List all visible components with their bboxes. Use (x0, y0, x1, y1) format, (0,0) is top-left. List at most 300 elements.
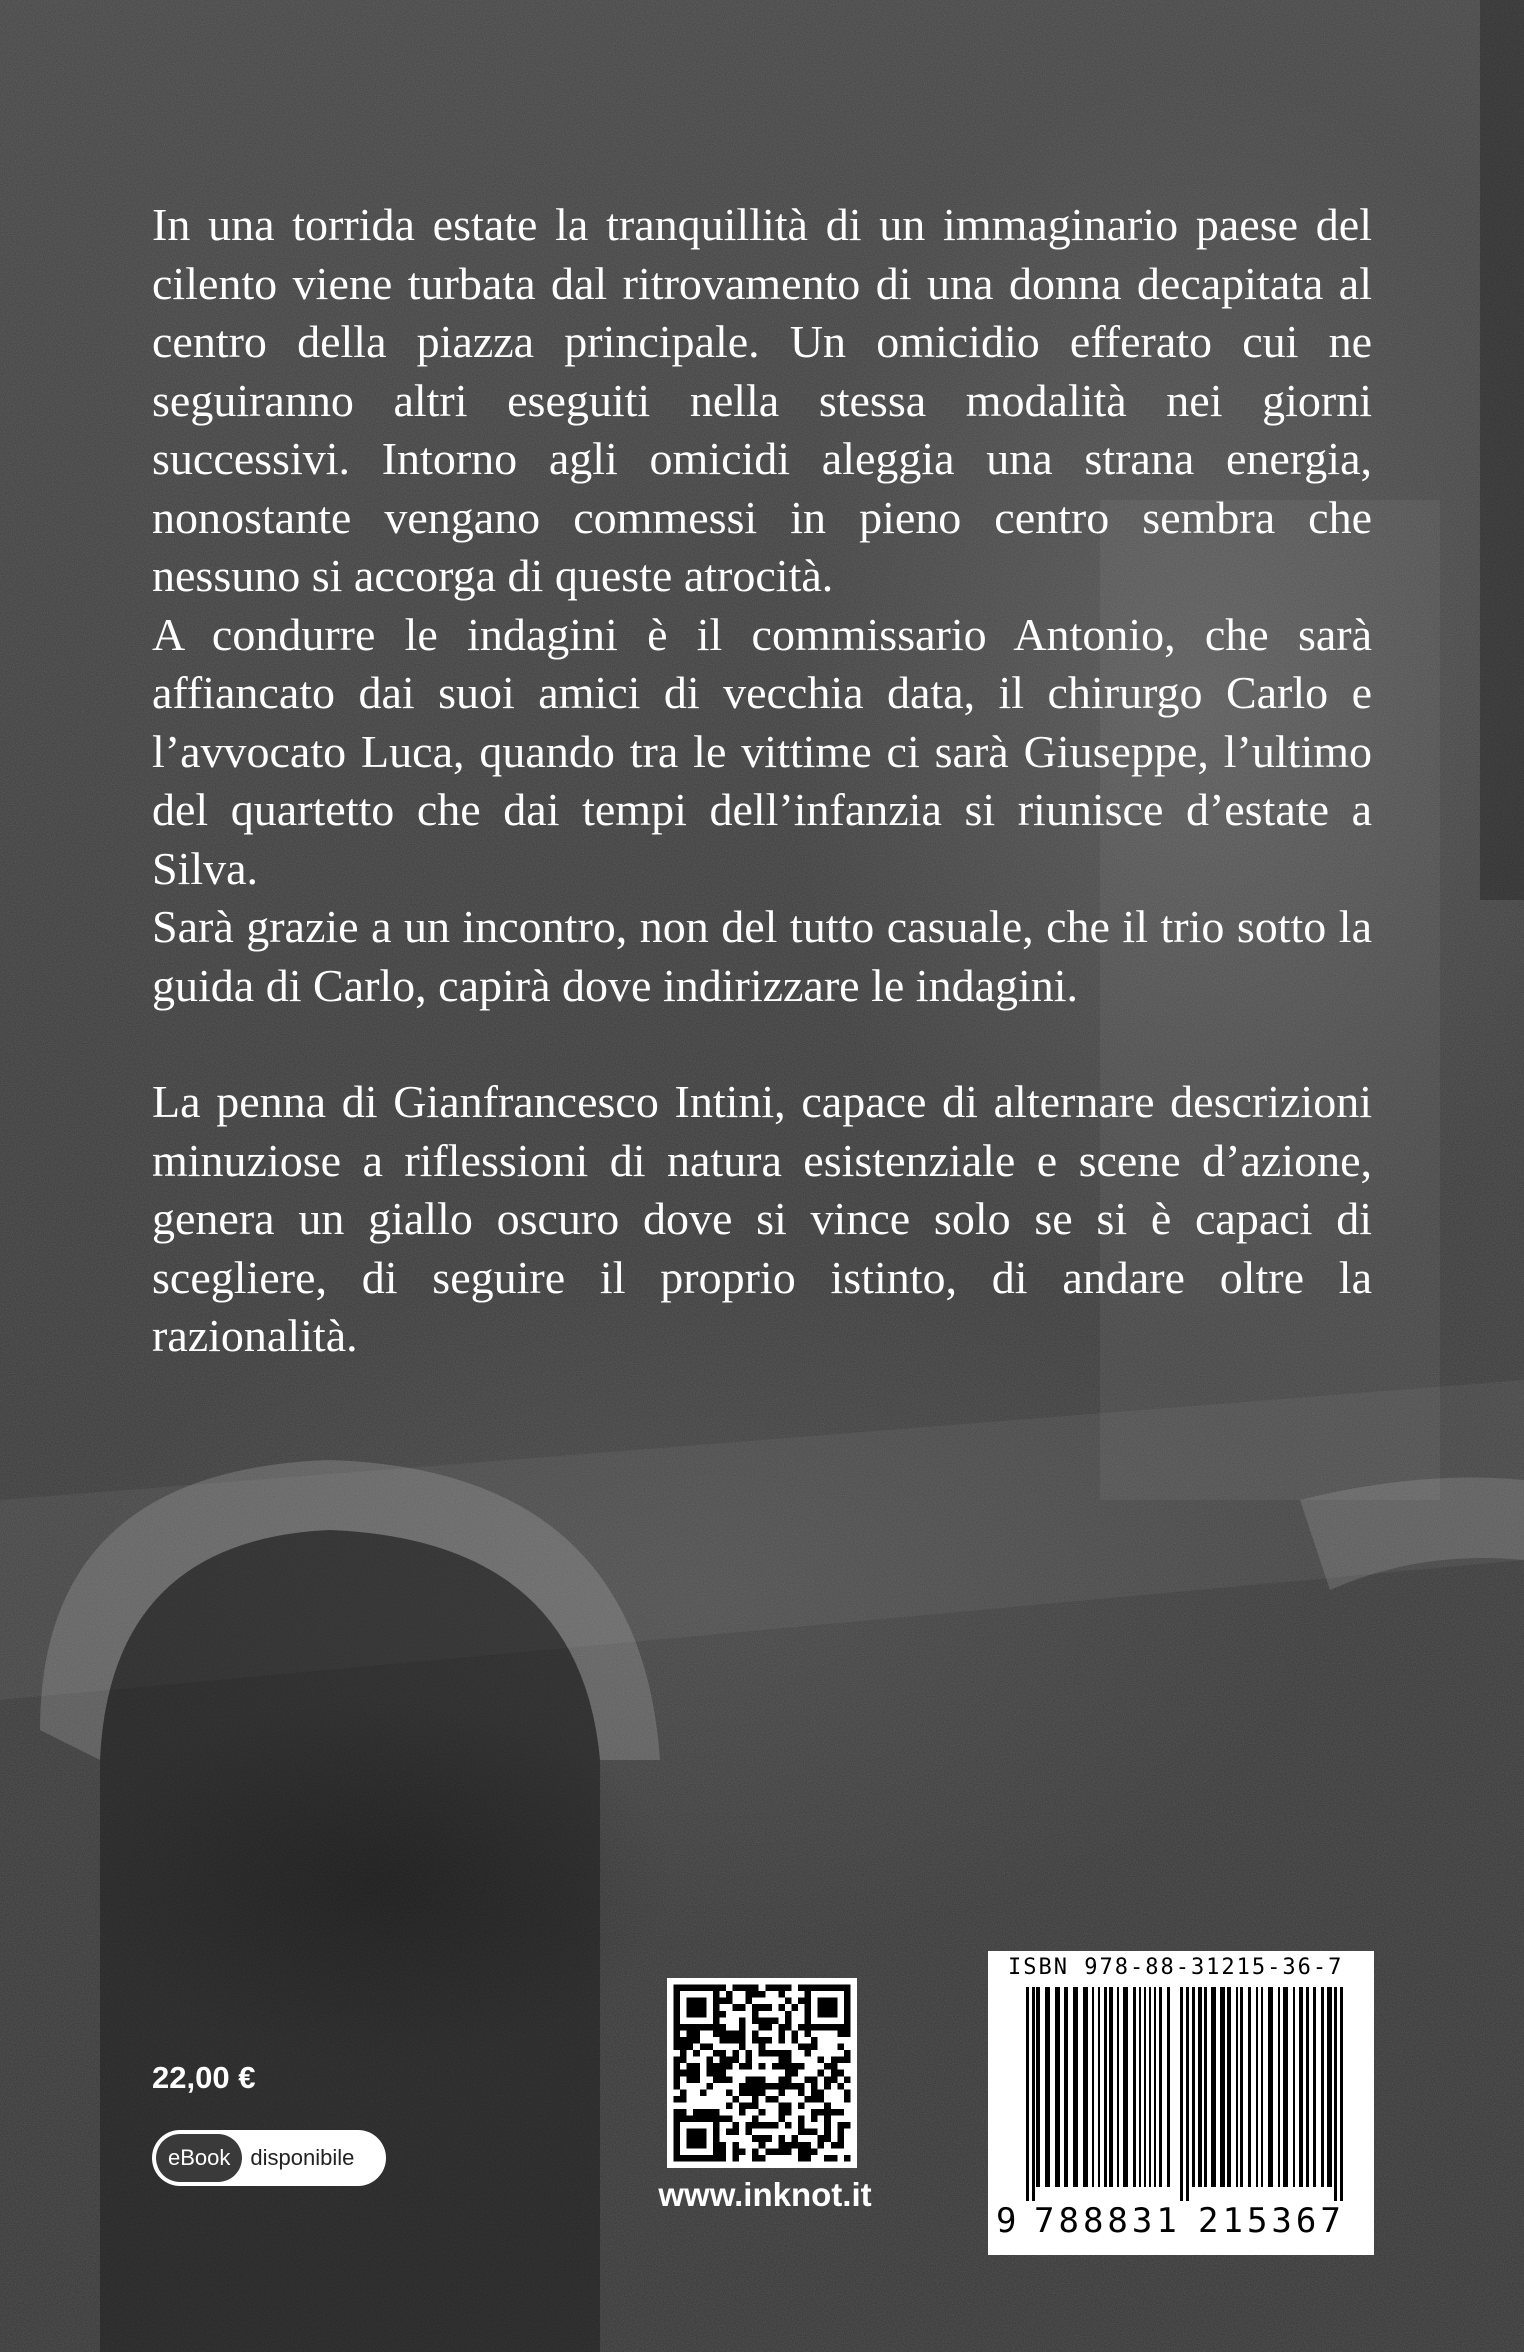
qr-module (831, 2063, 838, 2070)
qr-module (778, 2083, 785, 2090)
qr-module (818, 2135, 825, 2142)
qr-module (752, 2089, 759, 2096)
qr-module (726, 2116, 733, 2123)
barcode-bar (1186, 1987, 1189, 2201)
qr-module (844, 2122, 851, 2129)
qr-module (739, 2037, 746, 2044)
qr-module (752, 2116, 759, 2123)
qr-module (719, 1998, 726, 2005)
qr-module (680, 2044, 687, 2051)
barcode-bar (1032, 1987, 1035, 2201)
price-label: 22,00 € (152, 2060, 256, 2095)
qr-module (778, 2037, 785, 2044)
qr-module (719, 2148, 726, 2155)
barcode-bar (1261, 1987, 1263, 2187)
qr-module (759, 2017, 766, 2024)
qr-module (726, 2089, 733, 2096)
barcode-bar (1340, 1987, 1343, 2201)
qr-module (733, 2129, 740, 2136)
synopsis-paragraph-2: A condurre le indagini è il commissario Antonio, che sarà affiancato dai suoi amici di vecchia data, il chirurgo Carlo e l’avvocato Luca, quando tra le vittime ci sarà Giuseppe, l’ultimo del quartetto che dai tempi dell’infanzia si riunisce d’estate a Silva. (152, 608, 1372, 894)
qr-module (680, 2070, 687, 2077)
qr-module (739, 2102, 746, 2109)
qr-module (844, 2030, 851, 2037)
qr-module (765, 2135, 772, 2142)
qr-module (733, 2096, 740, 2103)
qr-module (791, 2070, 798, 2077)
qr-module (798, 2142, 805, 2149)
qr-module (706, 2057, 713, 2064)
website-url: www.inknot.it (658, 2176, 872, 2213)
qr-module (687, 2030, 694, 2037)
qr-module (785, 2024, 792, 2031)
qr-module (746, 2050, 753, 2057)
isbn-barcode (988, 1951, 1374, 2255)
qr-module (772, 2083, 779, 2090)
qr-module (844, 2050, 851, 2057)
qr-module (778, 2030, 785, 2037)
qr-module (759, 2135, 766, 2142)
qr-module (693, 2030, 700, 2037)
barcode-bar (1098, 1987, 1100, 2187)
qr-module (765, 2122, 772, 2129)
qr-module (785, 2057, 792, 2064)
qr-module (791, 2083, 798, 2090)
qr-module (719, 2142, 726, 2149)
qr-module (837, 2044, 844, 2051)
qr-module (759, 2122, 766, 2129)
barcode-bar (1055, 1987, 1060, 2187)
qr-module (805, 2044, 812, 2051)
qr-module (726, 2030, 733, 2037)
qr-module (706, 2070, 713, 2077)
qr-module (739, 1985, 746, 1992)
qr-module (785, 2011, 792, 2018)
qr-module (739, 2024, 746, 2031)
qr-module (785, 2076, 792, 2083)
qr-module (752, 2030, 759, 2037)
qr-module (759, 2109, 766, 2116)
qr-module (719, 2076, 726, 2083)
qr-module (765, 2148, 772, 2155)
qr-module (693, 2070, 700, 2077)
barcode-bars (1002, 1987, 1360, 2201)
qr-module (824, 2063, 831, 2070)
qr-module (831, 2076, 838, 2083)
qr-module (739, 2109, 746, 2116)
qr-module (719, 2057, 726, 2064)
qr-module (778, 2050, 785, 2057)
qr-module (785, 2070, 792, 2077)
qr-module (837, 2070, 844, 2077)
barcode-bar (1167, 1987, 1170, 2187)
qr-module (752, 2083, 759, 2090)
qr-module (765, 1985, 772, 1992)
qr-module (818, 2142, 825, 2149)
qr-module (837, 2083, 844, 2090)
qr-module (713, 2070, 720, 2077)
qr-module (674, 2109, 681, 2116)
qr-module (706, 2083, 713, 2090)
qr-module (765, 2004, 772, 2011)
qr-module (752, 2096, 759, 2103)
qr-module (674, 2057, 681, 2064)
qr-module (798, 2024, 805, 2031)
qr-module (772, 2050, 779, 2057)
qr-module (752, 2017, 759, 2024)
qr-module (791, 2135, 798, 2142)
qr-module (680, 2050, 687, 2057)
qr-module (674, 2030, 681, 2037)
qr-module (746, 2083, 753, 2090)
qr-module (824, 2083, 831, 2090)
qr-module (785, 2017, 792, 2024)
qr-module (824, 2135, 831, 2142)
qr-module (680, 2037, 687, 2044)
qr-module (837, 2129, 844, 2136)
qr-module (713, 2076, 720, 2083)
qr-module (759, 2024, 766, 2031)
qr-module (805, 2050, 812, 2057)
qr-module (772, 2148, 779, 2155)
qr-module (844, 2096, 851, 2103)
qr-module (693, 2109, 700, 2116)
qr-module (811, 2116, 818, 2123)
qr-module (785, 1998, 792, 2005)
qr-module (837, 2030, 844, 2037)
barcode-bar (1092, 1987, 1094, 2187)
qr-module (798, 2148, 805, 2155)
qr-module (719, 2155, 726, 2162)
qr-module (752, 2122, 759, 2129)
qr-module (759, 2050, 766, 2057)
qr-module (746, 1991, 753, 1998)
qr-module (818, 2070, 825, 2077)
qr-module (798, 2122, 805, 2129)
qr-module (759, 2076, 766, 2083)
qr-module (752, 2011, 759, 2018)
qr-module (831, 2155, 838, 2162)
qr-module (778, 1991, 785, 1998)
qr-module (824, 2102, 831, 2109)
barcode-bar (1104, 1987, 1107, 2187)
barcode-bar (1192, 1987, 1195, 2187)
qr-module (719, 1985, 726, 1992)
qr-module (798, 2116, 805, 2123)
qr-module (778, 2063, 785, 2070)
barcode-bar (1159, 1987, 1162, 2187)
qr-module (746, 2102, 753, 2109)
barcode-bar (1036, 1987, 1040, 2187)
qr-module (733, 2148, 740, 2155)
barcode-bar (1268, 1987, 1273, 2187)
qr-module (746, 2089, 753, 2096)
author-paragraph: La penna di Gianfrancesco Intini, capace di alternare descrizioni minuziose a riflessioni di natura esistenziale e scene d’azione, genera un giallo oscuro dove si vince solo se si è capaci di scegliere, di seguire il proprio istinto, di andare oltre la razionalità. (152, 1076, 1372, 1361)
barcode-bar (1204, 1987, 1207, 2187)
qr-module (726, 1991, 733, 1998)
qr-module (726, 2057, 733, 2064)
qr-module (687, 2076, 694, 2083)
qr-module (818, 2089, 825, 2096)
qr-module (759, 2037, 766, 2044)
qr-module (791, 2004, 798, 2011)
qr-module (752, 2037, 759, 2044)
qr-module (791, 2037, 798, 2044)
qr-module (818, 2057, 825, 2064)
barcode-bar (1064, 1987, 1068, 2187)
qr-module (713, 2050, 720, 2057)
qr-module (752, 2155, 759, 2162)
qr-module (798, 2063, 805, 2070)
qr-module (746, 2063, 753, 2070)
qr-module (752, 2004, 759, 2011)
qr-module (733, 2004, 740, 2011)
barcode-bar (1149, 1987, 1151, 2187)
qr-module (680, 2057, 687, 2064)
qr-module (733, 1985, 740, 1992)
qr-module (844, 2155, 851, 2162)
barcode-bar (1306, 1987, 1309, 2187)
qr-module (844, 2057, 851, 2064)
qr-module (687, 2070, 694, 2077)
qr-module (765, 2050, 772, 2057)
qr-module (831, 2142, 838, 2149)
qr-module (759, 2083, 766, 2090)
qr-module (739, 2030, 746, 2037)
qr-module (785, 2063, 792, 2070)
qr-module (719, 2116, 726, 2123)
qr-module (824, 2109, 831, 2116)
qr-module (765, 2024, 772, 2031)
qr-module (778, 1985, 785, 1992)
barcode-bar (1211, 1987, 1216, 2187)
barcode-digits-left: 788831 (1034, 2201, 1181, 2241)
barcode-bar (1293, 1987, 1295, 2187)
qr-module (785, 2142, 792, 2149)
qr-module (778, 2089, 785, 2096)
qr-module (785, 2083, 792, 2090)
qr-module (752, 2135, 759, 2142)
qr-module (746, 1998, 753, 2005)
synopsis-paragraph-3: Sarà grazie a un incontro, non del tutto casuale, che il trio sotto la guida di Carlo, capirà dove indirizzare le indagini. (152, 901, 1372, 1011)
qr-module (831, 2109, 838, 2116)
qr-module (739, 2044, 746, 2051)
qr-module (726, 2037, 733, 2044)
ebook-badge-label: eBook (156, 2134, 242, 2182)
barcode-bar (1299, 1987, 1303, 2187)
qr-module (706, 2109, 713, 2116)
qr-module (746, 1985, 753, 1992)
barcode-bar (1133, 1987, 1136, 2187)
qr-module (778, 2076, 785, 2083)
qr-module (759, 2044, 766, 2051)
qr-module (811, 2148, 818, 2155)
qr-module (778, 2102, 785, 2109)
qr-module (693, 2050, 700, 2057)
qr-module (778, 2109, 785, 2116)
qr-module (772, 2122, 779, 2129)
qr-module (674, 2044, 681, 2051)
qr-module (818, 2096, 825, 2103)
qr-finder (687, 1998, 707, 2018)
qr-module (674, 2096, 681, 2103)
qr-module (739, 2063, 746, 2070)
ebook-available-badge (152, 2130, 386, 2186)
qr-module (739, 2004, 746, 2011)
qr-module (739, 2148, 746, 2155)
qr-module (726, 2129, 733, 2136)
qr-module (798, 1985, 805, 1992)
qr-module (752, 1985, 759, 1992)
barcode-bar (1109, 1987, 1113, 2187)
ebook-badge-available: disponibile (250, 2145, 355, 2170)
synopsis-paragraph-1: In una torrida estate la tranquillità di un immaginario paese del cilento viene turbata dal ritrovamento di una donna decapitata al centro della piazza principale. Un omicidio efferato cui ne seguiranno altri eseguiti nella stessa modalità nei giorni successivi. Intorno agli omicidi aleggia una strana energia, nonostante vengano commessi in pieno centro sembra che nessuno si accorga di queste atrocità. (152, 199, 1372, 601)
qr-module (746, 2129, 753, 2136)
qr-module (778, 2004, 785, 2011)
qr-module (700, 2109, 707, 2116)
qr-module (759, 1991, 766, 1998)
qr-module (706, 2063, 713, 2070)
qr-module (772, 2017, 779, 2024)
qr-module (811, 2089, 818, 2096)
qr-module (805, 2096, 812, 2103)
qr-module (811, 2109, 818, 2116)
qr-module (765, 2083, 772, 2090)
qr-code (667, 1978, 857, 2168)
qr-module (752, 2076, 759, 2083)
qr-module (798, 1998, 805, 2005)
qr-module (746, 2076, 753, 2083)
qr-module (719, 2070, 726, 2077)
qr-module (752, 1991, 759, 1998)
qr-module (739, 2083, 746, 2090)
qr-module (798, 2102, 805, 2109)
qr-module (824, 2129, 831, 2136)
qr-module (778, 2116, 785, 2123)
qr-module (818, 2109, 825, 2116)
qr-finder (818, 1998, 838, 2018)
qr-module (811, 2037, 818, 2044)
barcode-bar (1227, 1987, 1231, 2187)
qr-finder (687, 2129, 707, 2149)
qr-module (824, 2122, 831, 2129)
qr-module (778, 2148, 785, 2155)
qr-module (739, 2017, 746, 2024)
qr-module (759, 2089, 766, 2096)
qr-module (798, 2083, 805, 2090)
qr-module (811, 2096, 818, 2103)
qr-module (759, 2155, 766, 2162)
barcode-bar (1180, 1987, 1183, 2201)
barcode-digits-right: 215367 (1198, 2201, 1345, 2241)
qr-module (811, 2076, 818, 2083)
qr-module (719, 2030, 726, 2037)
qr-module (752, 2148, 759, 2155)
qr-module (824, 2076, 831, 2083)
qr-module (831, 2057, 838, 2064)
barcode-bar (1154, 1987, 1156, 2187)
qr-module (785, 2148, 792, 2155)
qr-module (700, 2089, 707, 2096)
qr-module (837, 2057, 844, 2064)
qr-module (785, 2102, 792, 2109)
qr-module (713, 2109, 720, 2116)
qr-module (759, 2142, 766, 2149)
qr-module (805, 2155, 812, 2162)
qr-module (844, 2076, 851, 2083)
qr-module (733, 2155, 740, 2162)
qr-module (785, 2122, 792, 2129)
barcode-bar (1256, 1987, 1258, 2187)
qr-module (772, 2063, 779, 2070)
qr-module (680, 2109, 687, 2116)
qr-module (811, 2044, 818, 2051)
qr-module (778, 2142, 785, 2149)
qr-module (791, 2030, 798, 2037)
qr-module (791, 2142, 798, 2149)
barcode-bar (1123, 1987, 1128, 2187)
qr-module (811, 2083, 818, 2090)
qr-module (785, 1985, 792, 1992)
qr-module (772, 2096, 779, 2103)
qr-module (805, 2129, 812, 2136)
barcode-bar (1283, 1987, 1288, 2187)
barcode-bar (1198, 1987, 1202, 2187)
synopsis-text (152, 196, 1372, 1366)
qr-module (837, 2109, 844, 2116)
barcode-bar (1045, 1987, 1050, 2187)
barcode-bar (1220, 1987, 1225, 2187)
qr-module (687, 2044, 694, 2051)
qr-module (733, 2050, 740, 2057)
qr-module (772, 1985, 779, 1992)
qr-module (674, 2063, 681, 2070)
qr-module (726, 1998, 733, 2005)
qr-module (693, 2037, 700, 2044)
qr-module (837, 2122, 844, 2129)
barcode-bar (1083, 1987, 1088, 2187)
isbn-label: ISBN 978-88-31215-36-7 (1008, 1955, 1344, 1980)
qr-module (693, 2063, 700, 2070)
barcode-bar (1327, 1987, 1332, 2187)
qr-module (674, 2037, 681, 2044)
qr-module (693, 2076, 700, 2083)
qr-module (805, 2030, 812, 2037)
qr-module (778, 2057, 785, 2064)
qr-module (759, 2063, 766, 2070)
barcode-bar (1278, 1987, 1280, 2187)
qr-module (765, 2017, 772, 2024)
qr-module (785, 2109, 792, 2116)
qr-module (844, 2089, 851, 2096)
qr-module (726, 2076, 733, 2083)
qr-module (713, 2063, 720, 2070)
qr-module (733, 2142, 740, 2149)
qr-module (798, 2155, 805, 2162)
qr-module (824, 2116, 831, 2123)
qr-module (778, 2024, 785, 2031)
barcode-bar (1026, 1987, 1029, 2201)
qr-module (739, 2089, 746, 2096)
qr-module (837, 2135, 844, 2142)
qr-module (824, 2155, 831, 2162)
qr-module (713, 2030, 720, 2037)
qr-module (680, 2089, 687, 2096)
qr-module (733, 2057, 740, 2064)
barcode-bar (1240, 1987, 1243, 2187)
qr-module (726, 2063, 733, 2070)
barcode-bar (1313, 1987, 1316, 2187)
qr-module (765, 2037, 772, 2044)
